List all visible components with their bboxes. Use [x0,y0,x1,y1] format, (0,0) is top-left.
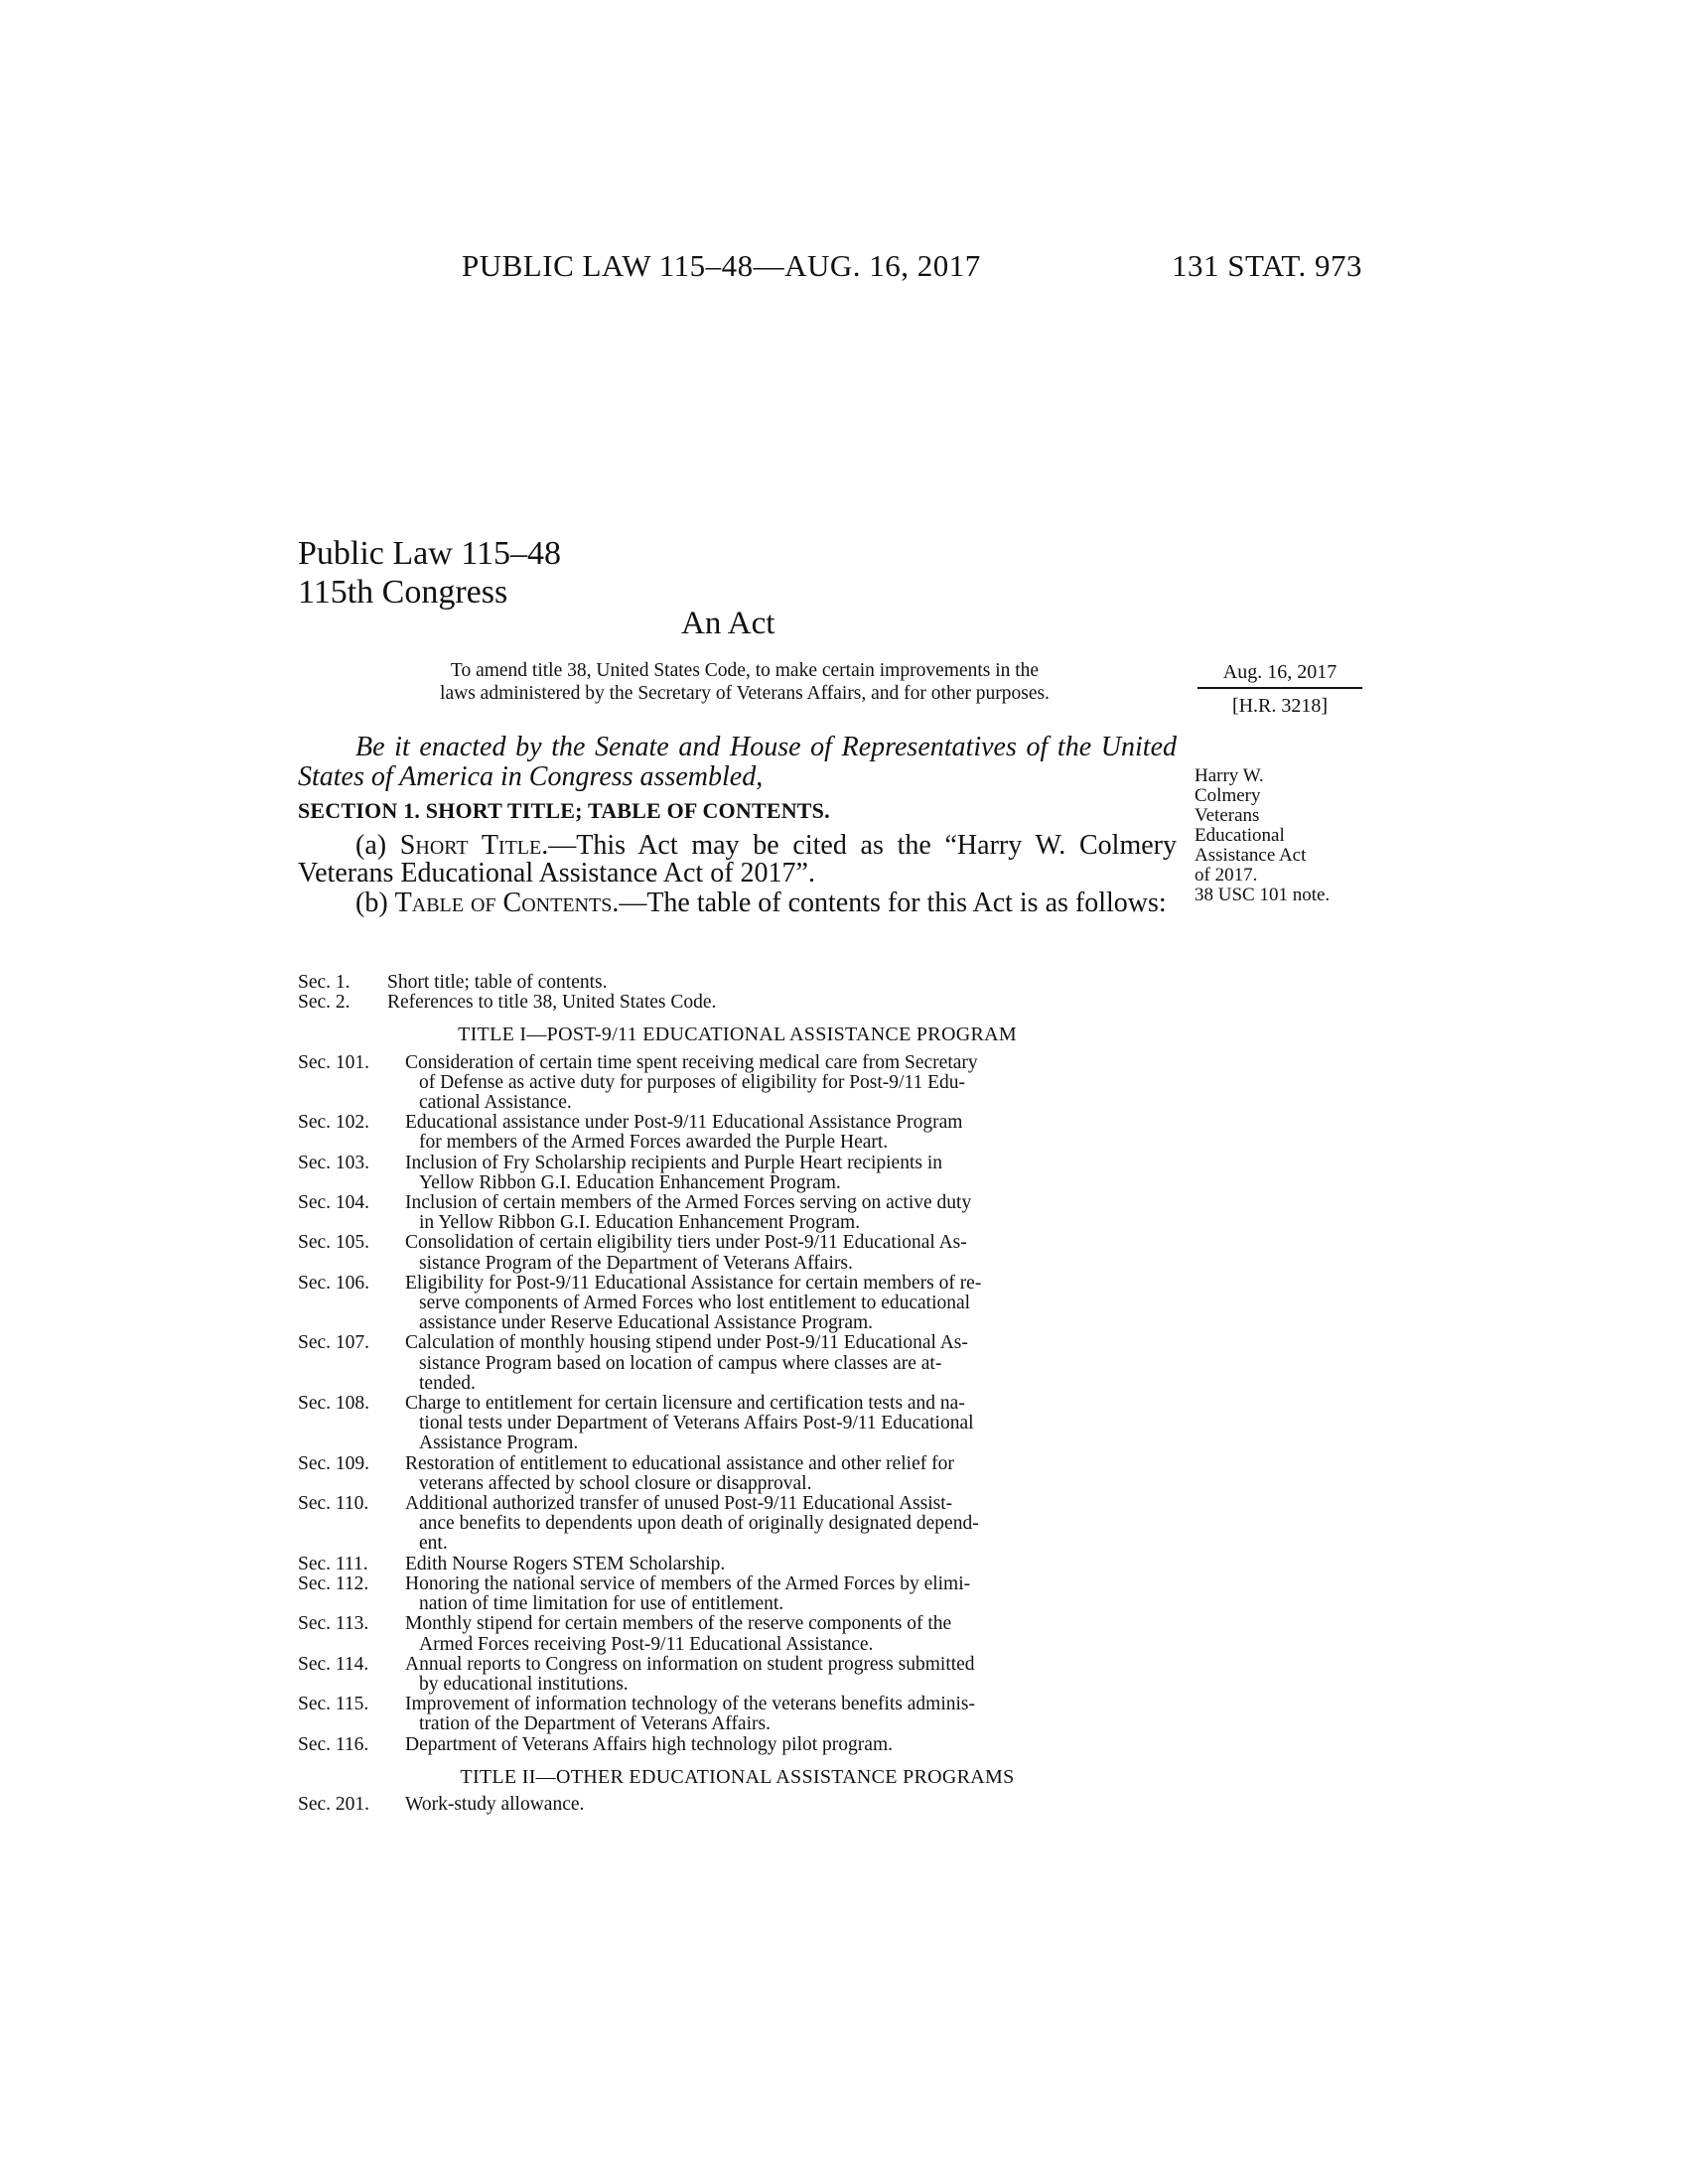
law-number: Public Law 115–48 [298,535,562,572]
table-of-contents [298,973,1177,1815]
toc-section-title [405,1614,1177,1654]
toc-entry [298,1695,1177,1734]
toc-title-i-list [298,1053,1177,1755]
subsection-b-text: .—The table of contents for this Act is as follows: [612,887,1167,918]
toc-section-title-line: tration of the Department of Veterans Affairs. [419,1713,771,1735]
purpose-line: laws administered by the Secretary of Veterans Affairs, and for other purposes. [440,683,1050,704]
toc-section-title-line: veterans affected by school closure or disapproval. [419,1472,812,1494]
margin-note-line: Colmery [1195,785,1261,806]
toc-section-title-line: Consideration of certain time spent receiving medical care from Secretary [405,1051,978,1073]
toc-section-title-line: nation of time limitation for use of entitlement. [419,1593,784,1615]
toc-section-title [405,1574,1177,1614]
toc-section-title [405,1333,1177,1394]
toc-entry [298,1333,1177,1394]
toc-section-title [387,973,1177,993]
toc-section-number: Sec. 107. [298,1332,370,1354]
toc-title-i: TITLE I—POST-9/11 EDUCATIONAL ASSISTANCE PROGRAM [458,1024,1017,1046]
toc-section-title [405,1274,1177,1334]
purpose-line: To amend title 38, United States Code, to make certain improvements in the [450,660,1040,681]
toc-section-title-line: Short title; table of contents. [387,972,608,993]
statute-page-number: 131 STAT. 973 [1171,248,1362,283]
toc-section-number: Sec. 103. [298,1152,370,1173]
toc-section-title [405,1394,1177,1454]
toc-section-number: Sec. 111. [298,1553,368,1574]
toc-section-number: Sec. 113. [298,1613,369,1635]
subsection-b-label: (b) [355,887,395,918]
toc-entry [298,1154,1177,1193]
margin-note-line: of 2017. [1195,865,1258,886]
toc-section-title-line: by educational institutions. [419,1673,629,1695]
purpose-statement [348,659,1142,705]
toc-section-title-line: for members of the Armed Forces awarded the Purple Heart. [419,1132,889,1154]
act-heading: An Act [681,606,775,641]
toc-entry [298,1735,1177,1755]
toc-section-number: Sec. 105. [298,1232,370,1254]
toc-section-title-line: Educational assistance under Post-9/11 Educational Assistance Program [405,1112,963,1134]
margin-note-line: Assistance Act [1195,845,1307,866]
toc-section-title-line: tional tests under Department of Veterans Affairs Post-9/11 Educational [419,1413,974,1434]
margin-bill-number: [H.R. 3218] [1231,695,1329,717]
toc-entry [298,1494,1177,1555]
toc-section-title [405,1555,1177,1574]
toc-section-number: Sec. 102. [298,1112,370,1134]
toc-section-number: Sec. 101. [298,1051,370,1073]
toc-section-title [405,1795,1177,1815]
toc-entry [298,1574,1177,1614]
subsection-a-label: (a) [355,830,400,861]
toc-section-title [405,1655,1177,1695]
toc-section-title-line: Honoring the national service of members of the Armed Forces by elimi- [405,1572,971,1594]
subsection-a [298,832,1177,887]
toc-section-number: Sec. 115. [298,1694,369,1715]
margin-divider [1197,687,1362,689]
toc-section-title-line: sistance Program of the Department of Veterans Affairs. [419,1252,853,1274]
toc-entry [298,1555,1177,1574]
toc-section-number: Sec. 1. [298,972,351,993]
toc-section-title [405,1454,1177,1494]
toc-section-number: Sec. 108. [298,1393,370,1415]
toc-section-title [405,1735,1177,1755]
toc-section-number: Sec. 112. [298,1572,369,1594]
enacting-clause: Be it enacted by the Senate and House of Representatives of the United States of America in Congress assembled, [298,732,1177,792]
toc-entry [298,1614,1177,1654]
toc-section-title [405,1053,1177,1114]
toc-section-title-line: Monthly stipend for certain members of the reserve components of the [405,1613,952,1635]
margin-note-line: Educational [1195,825,1285,846]
toc-section-title [405,1494,1177,1555]
toc-section-title-line: Charge to entitlement for certain licensure and certification tests and na- [405,1393,965,1415]
toc-section-title-line: Yellow Ribbon G.I. Education Enhancement Program. [419,1171,841,1193]
toc-entry [298,1053,1177,1114]
toc-section-title-line: Inclusion of certain members of the Armed Forces serving on active duty [405,1192,972,1214]
section-heading: SECTION 1. SHORT TITLE; TABLE OF CONTENTS. [298,798,830,823]
toc-section-title-line: Edith Nourse Rogers STEM Scholarship. [405,1553,726,1574]
toc-section-title [405,1233,1177,1273]
toc-entry [298,1394,1177,1454]
toc-section-title [405,1193,1177,1233]
toc-section-number: Sec. 110. [298,1493,369,1515]
toc-entry [298,993,1177,1013]
toc-section-title-line: cational Assistance. [419,1092,572,1114]
margin-note-line: Harry W. [1195,765,1264,786]
toc-section-number: Sec. 106. [298,1272,370,1294]
toc-section-title [387,993,1177,1013]
toc-section-title-line: Inclusion of Fry Scholarship recipients and Purple Heart recipients in [405,1152,942,1173]
toc-section-number: Sec. 104. [298,1192,370,1214]
subsection-a-text: .—This Act may be cited as the “Harry W. Colmery Veterans Educational Assistance Act of 2017”. [298,830,1177,888]
toc-section-title-line: References to title 38, United States Code. [387,992,717,1014]
toc-section-title-line: sistance Program based on location of campus where classes are at- [419,1352,942,1374]
toc-entry [298,973,1177,993]
toc-section-title-line: Improvement of information technology of the veterans benefits adminis- [405,1694,976,1715]
toc-section-title-line: ance benefits to dependents upon death of originally designated depend- [419,1513,979,1535]
toc-entry [298,1193,1177,1233]
congress-number: 115th Congress [298,574,508,611]
margin-note-line: Veterans [1195,805,1260,826]
toc-section-title-line: serve components of Armed Forces who lost entitlement to educational [419,1293,971,1314]
toc-entry [298,1454,1177,1494]
toc-section-number: Sec. 116. [298,1733,369,1755]
toc-section-number: Sec. 201. [298,1793,370,1815]
toc-section-title-line: Work-study allowance. [405,1793,585,1815]
margin-note-line: 38 USC 101 note. [1195,885,1331,905]
margin-note [1195,766,1373,905]
toc-section-title [405,1154,1177,1193]
margin-enactment-date: Aug. 16, 2017 [1222,661,1337,683]
toc-section-title [405,1113,1177,1153]
toc-section-title-line: of Defense as active duty for purposes of eligibility for Post-9/11 Edu- [419,1071,966,1093]
toc-section-title-line: Department of Veterans Affairs high technology pilot program. [405,1733,893,1755]
toc-section-title-line: ent. [419,1533,448,1555]
toc-section-title-line: Restoration of entitlement to educational assistance and other relief for [405,1452,954,1474]
toc-section-title-line: Assistance Program. [419,1433,579,1454]
toc-section-title-line: in Yellow Ribbon G.I. Education Enhancement Program. [419,1212,861,1234]
toc-section-number: Sec. 2. [298,992,351,1014]
toc-entry [298,1655,1177,1695]
law-identifier [298,534,561,612]
toc-section-title-line: Calculation of monthly housing stipend under Post-9/11 Educational As- [405,1332,968,1354]
toc-section-title-line: Additional authorized transfer of unused Post-9/11 Educational Assist- [405,1493,953,1515]
toc-section-title-line: Eligibility for Post-9/11 Educational Assistance for certain members of re- [405,1272,982,1294]
subsection-b-caption: Table of Contents [394,887,613,918]
toc-intro-list [298,973,1177,1013]
toc-section-title-line: assistance under Reserve Educational Assistance Program. [419,1312,874,1334]
toc-entry [298,1233,1177,1273]
subsection-a-caption: Short Title [399,830,542,861]
toc-section-title-line: Armed Forces receiving Post-9/11 Educational Assistance. [419,1633,874,1655]
toc-entry [298,1795,1177,1815]
subsection-b [298,889,1177,917]
toc-section-title [405,1695,1177,1734]
toc-entry [298,1274,1177,1334]
toc-section-title-line: Consolidation of certain eligibility tiers under Post-9/11 Educational As- [405,1232,967,1254]
toc-title-ii-list [298,1795,1177,1815]
toc-section-title-line: tended. [419,1372,476,1394]
toc-title-ii: TITLE II—OTHER EDUCATIONAL ASSISTANCE PROGRAMS [460,1765,1015,1788]
toc-section-number: Sec. 109. [298,1452,370,1474]
toc-section-title-line: Annual reports to Congress on information on student progress submitted [405,1653,975,1675]
toc-entry [298,1113,1177,1153]
toc-section-number: Sec. 114. [298,1653,369,1675]
running-head-title: PUBLIC LAW 115–48—AUG. 16, 2017 [462,248,981,283]
